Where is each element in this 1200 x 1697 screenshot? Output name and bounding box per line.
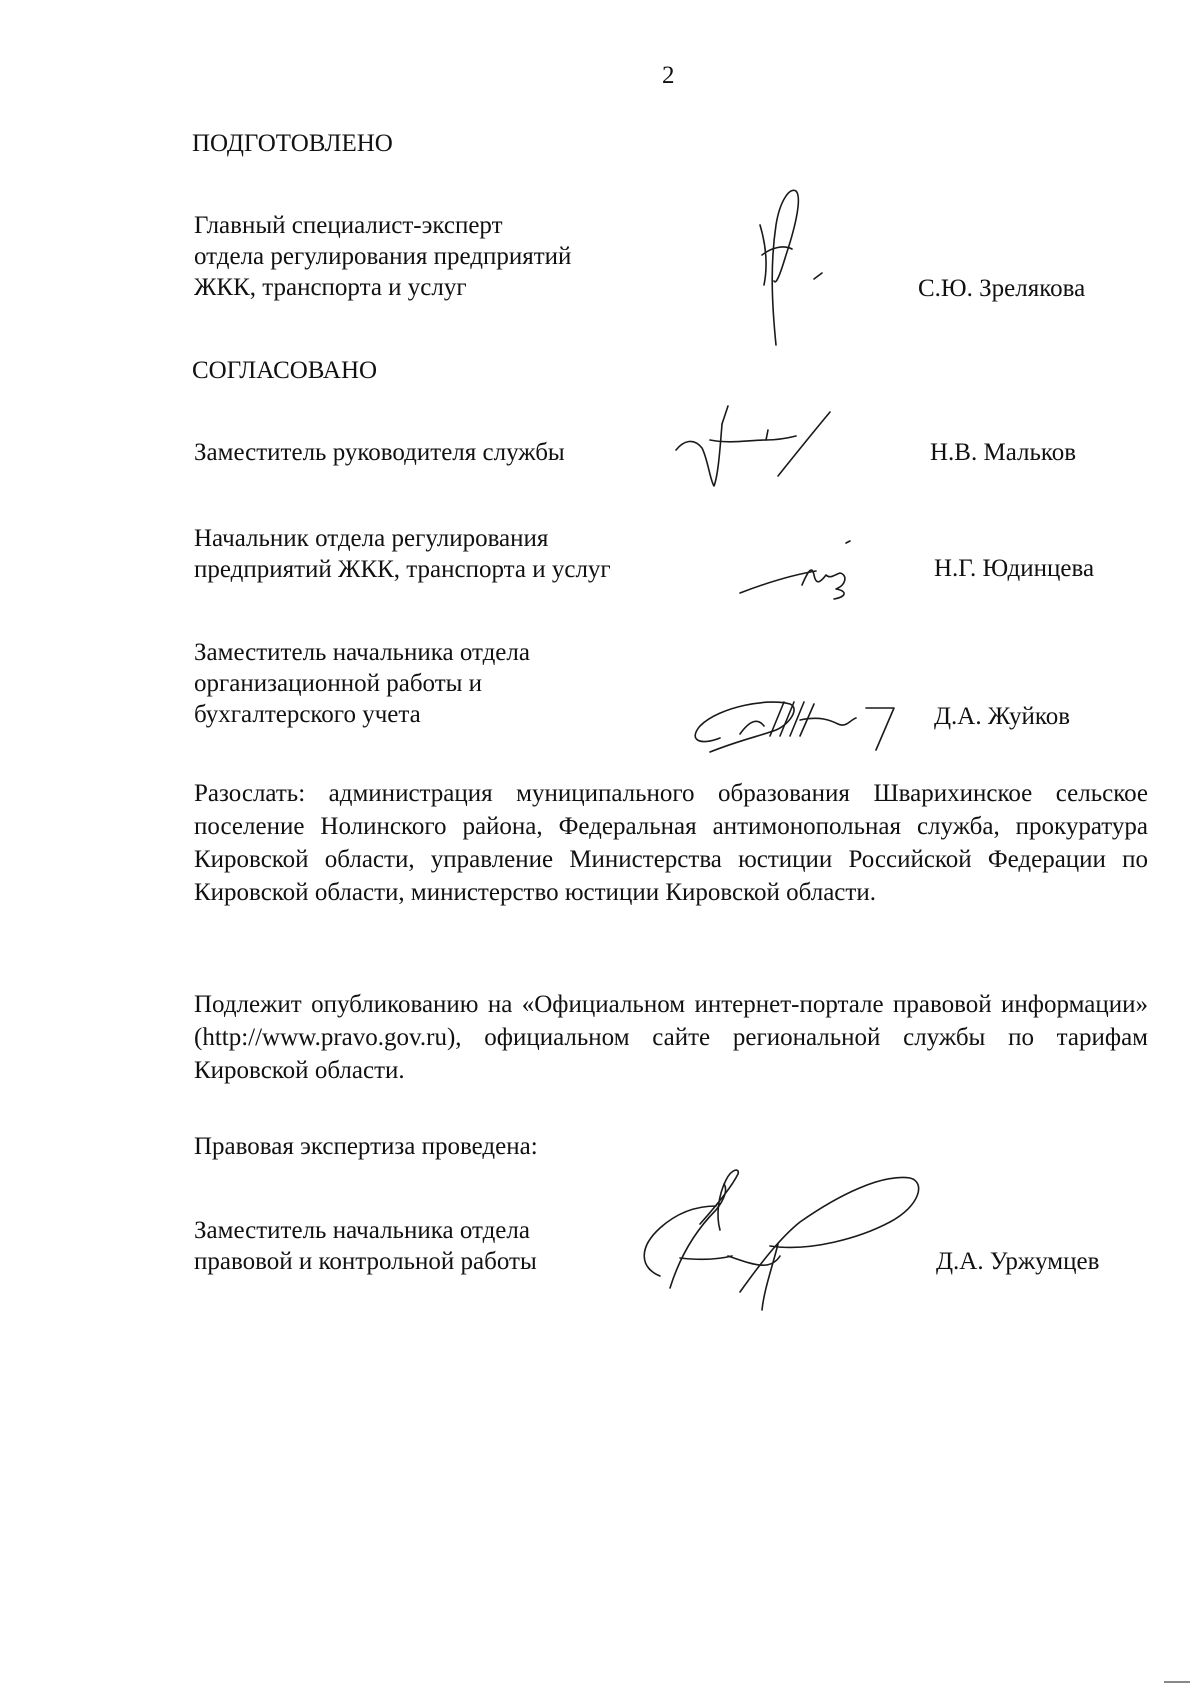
signer-position <box>194 637 530 730</box>
legal-review-heading: Правовая экспертиза проведена: <box>194 1133 538 1160</box>
signer-position-line: предприятий ЖКК, транспорта и услуг <box>194 556 611 583</box>
signature-zrelyakova <box>740 185 830 355</box>
legal-review-position <box>194 1215 537 1277</box>
page-number: 2 <box>662 62 675 89</box>
prepared-position-line: ЖКК, транспорта и услуг <box>194 274 467 301</box>
signer-position <box>194 523 611 585</box>
signature-malkov <box>670 400 860 490</box>
distribution-label: Разослать: <box>194 780 306 807</box>
prepared-heading: ПОДГОТОВЛЕНО <box>192 130 393 157</box>
prepared-position <box>194 210 571 303</box>
distribution-paragraph <box>194 777 1148 909</box>
signature-zhuykov <box>680 680 930 760</box>
signer-position-line: Заместитель начальника отдела <box>194 639 530 666</box>
legal-review-position-line: Заместитель начальника отдела <box>194 1217 530 1244</box>
scan-edge-mark <box>1164 1681 1190 1683</box>
signer-position-line: Начальник отдела регулирования <box>194 525 549 552</box>
signer-name: Н.Г. Юдинцева <box>934 555 1095 582</box>
legal-review-position-line: правовой и контрольной работы <box>194 1248 537 1275</box>
agreed-heading: СОГЛАСОВАНО <box>192 357 378 384</box>
distribution-text: администрация муниципального образования Шварихинское сельское поселение Нолинского района, Федеральная антимонопольная служба, прокуратура Кировской области, управление Министерства юстиции Российской Федерации по Кировской области, министерство юстиции Кировской области. <box>194 780 1149 906</box>
prepared-position-line: отдела регулирования предприятий <box>194 243 572 270</box>
publication-paragraph: Подлежит опубликованию на «Официальном интернет-портале правовой информации» (http://www.pravo.gov.ru), официальном сайте региональной службы по тарифам Кировской области. <box>194 991 1148 1084</box>
prepared-name: С.Ю. Зрелякова <box>918 275 1086 302</box>
prepared-position-line: Главный специалист-эксперт <box>194 212 503 239</box>
legal-review-name: Д.А. Уржумцев <box>936 1248 1100 1275</box>
signer-position-line: Заместитель руководителя службы <box>194 439 565 466</box>
signer-position-line: бухгалтерского учета <box>194 701 421 728</box>
signer-position-line: организационной работы и <box>194 670 483 697</box>
signer-name: Н.В. Мальков <box>930 439 1077 466</box>
signer-name: Д.А. Жуйков <box>934 703 1071 730</box>
signature-urzhumtsev <box>620 1160 940 1320</box>
signature-yudintseva <box>736 535 876 605</box>
